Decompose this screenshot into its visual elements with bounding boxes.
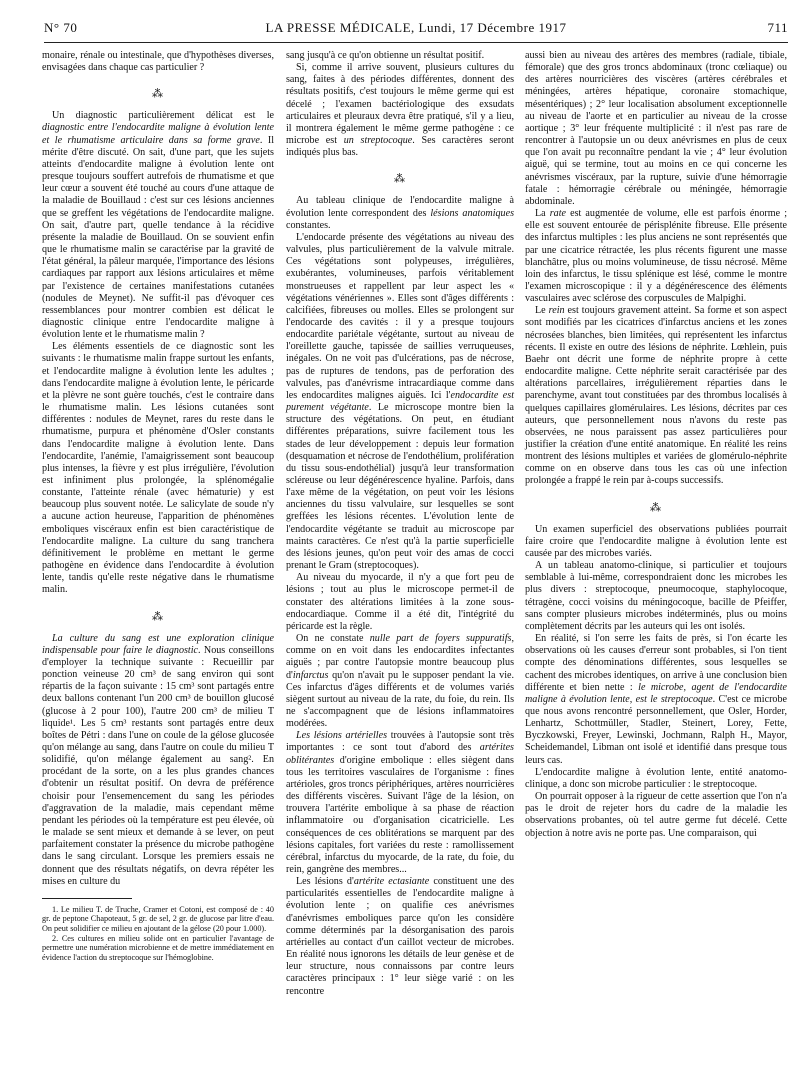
column-3	[525, 50, 787, 840]
paragraph: Les lésions artérielles trouvées à l'autopsie sont très importantes : ce sont tout d'abord des artérites oblitérantes d'origine embolique : elles siègent dans tous les territoires vasculaires de l'organisme : fines artérioles, gros troncs périphériques, artères nourricières des différents viscères. Suivant l'âge de la lésion, on trouvera l'artérite embolique à sa phase de réaction inflammatoire ou d'organisation cicatricielle. Les conséquences de ces oblitérations se marquent par des lésions capitales, fort variées du reste : ramollissement cérébral, infarctus du myocarde, de la rate, du foie, du rein, gangrène des membres...	[286, 730, 514, 875]
journal-title: LA PRESSE MÉDICALE, Lundi, 17 Décembre 1917	[265, 20, 567, 35]
paragraph: A un tableau anatomo-clinique, si particulier et toujours semblable à lui-même, correspondraient donc les microbes les plus divers : streptocoque, pneumocoque, staphylocoque, tétragène, cocci voisins du méningocoque, bacille de Pfeiffer, sans compter plusieurs microbes indéterminés, plus ou moins complètement décrits par les auteurs qui les ont isolés.	[525, 560, 787, 632]
footnote: 1. Le milieu T. de Truche, Cramer et Cotoni, est composé de : 40 gr. de peptone Chapoteaut, 5 gr. de sel, 2 gr. de glucose par litre d'eau. On peut solidifier ce milieu en ajoutant de la gélose (20 pour 1.000).	[42, 904, 274, 934]
paragraph: Au niveau du myocarde, il n'y a que fort peu de lésions ; tout au plus le microscope permet-il de constater des altérations limitées à la zone sous-endocardiaque. Comme il a été dit, l'intégrité du péricarde est la règle.	[286, 572, 514, 632]
paragraph: L'endocarde présente des végétations au niveau des valvules, plus particulièrement de la valvule mitrale. Ces végétations sont polypeuses, irrégulières, exubérantes, volumineuses, parfois véritablement monstrueuses et rappellent par leur aspect les « végétations vénériennes ». Elles sont d'âges différents : calcifiées, fibreuses ou molles. Elles se prolongent sur l'endocarde des cavités : il y a presque toujours endocardite pariétale végétante, surtout au niveau de l'oreillette gauche, tapissée de saillies verruqueuses, inégales. On ne voit pas d'ulcérations, pas de nécrose, pas de ruptures de tendons, pas de perforation des valvules, pas d'anévrisme intracardiaque comme dans les endocardites malignes aiguës. Ici l'endocardite est purement végétante. Le microscope montre bien la structure des végétations. On peut, en étudiant différentes préparations, suivre facilement tous les stades de leur développement : depuis leur formation (desquamation et nécrose de l'endothélium, prolifération du tissu sous-endothélial) jusqu'à leur transformation scléreuse ou leur dégénérescence hyaline. Parfois, dans l'axe même de la végétation, on peut voir les lésions anciennes du tissu valvulaire, sur lesquelles se sont greffées les lésions récentes. L'évolution lente de l'endocardite végétante se traduit au microscope par maints caractères. Ce n'est qu'à la partie superficielle des lésions jeunes, qu'on peut voir des amas de cocci prenant le Gram (streptocoques).	[286, 231, 514, 572]
page-header	[44, 20, 788, 43]
paragraph: Si, comme il arrive souvent, plusieurs cultures du sang, faites à des périodes différentes, donnent des résultats positifs, c'est toujours le même germe qui est décelé ; l'examen bactériologique des exsudats articulaires et pleuraux devra être pratiqué, s'il y a lieu, il montrera également le même germe pathogène : ce microbe est un streptocoque. Ses caractères seront indiqués plus bas.	[286, 62, 514, 159]
paragraph: On ne constate nulle part de foyers suppuratifs, comme on en voit dans les endocardites infectantes aiguës ; par contre l'autopsie montre beaucoup plus d'infarctus qu'on n'avait pu le supposer pendant la vie. Ces infarctus d'âges différents et de volumes variés siègent surtout au niveau de la rate, du foie, du rein. Ils ne s'accompagnent que de lésions inflammatoires modérées.	[286, 633, 514, 730]
section-separator-asterism: ⁂	[650, 501, 662, 514]
paragraph: La culture du sang est une exploration clinique indispensable pour faire le diagnostic. Nous conseillons d'employer la technique suivante : Recueillir par ponction veineuse 20 cm³ de sang environ qui sont répartis de la façon suivante : 15 cm³ sont partagés entre deux ballons contenant l'un 200 cm³ de bouillon glucosé (glucose à 2 pour 100), l'autre 200 cm³ de milieu T liquide¹. Les 5 cm³ restants sont partagés entre deux boîtes de Pétri : dans l'une on coule de la gélose glucosée qu'on mélange au sang, dans l'autre on coule du milieu T solidifié, qu'on mélange également au sang². En procédant de la sorte, on a les plus grandes chances d'obtenir un résultat positif. On devra de préférence choisir pour l'ensemencement du sang les périodes d'aggravation de la maladie, mais cependant même pendant les périodes où la température est peu élevée, où le malade se sent mieux et demande à se lever, on peut parfaitement constater la présence du microbe pathogène dans le sang circulant. Lorsque les premiers essais ne donnent que des résultats négatifs, on devra répéter les mises en culture du	[42, 632, 274, 887]
section-separator-asterism: ⁂	[394, 173, 406, 186]
issue-number: N° 70	[44, 20, 78, 35]
footnotes	[42, 905, 274, 963]
paragraph: aussi bien au niveau des artères des membres (radiale, tibiale, fémorale) que des gros troncs abdominaux (tronc cœliaque) ou des artères nourricières des viscères (artères cérébrales et méningées, artères hépatique, coronaire stomachique, mésentériques) ; 2° leur localisation absolument exceptionnelle au niveau de l'aorte et en particulier au niveau de la crosse aortique ; 3° leur fréquente multiplicité : il n'est pas rare de rencontrer à l'autopsie un ou deux anévrismes en plus de ceux que l'on avait pu reconnaître pendant la vie ; 4° leur évolution aiguë, qui se termine, tout au moins en ce qui concerne les anévrismes viscéraux, par la rupture, suivie d'une hémorragie fatale : hémorragie cérébrale ou méningée, hémorragie abdominale.	[525, 50, 787, 207]
paragraph: En réalité, si l'on serre les faits de près, si l'on écarte les observations où les causes d'erreur sont probables, si l'on tient compte des dénominations différentes, sous lesquelles se cachent des microbes identiques, on arrive à une conclusion bien différente et bien nette : le microbe, agent de l'endocardite maligne à évolution lente, est le streptocoque. C'est ce microbe que nous avons rencontré personnellement, que Osler, Horder, Lenhartz, Schottmüller, Stadler, Steinert, Lorey, Fette, Byczkowski, Freyer, Lewinski, Jochmann, Ralph H., Mayor, Scheidemandel, Libman ont isolé et identifié dans presque tous leurs cas.	[525, 633, 788, 766]
paragraph: monaire, rénale ou intestinale, que d'hypothèses diverses, envisagées dans chaque cas particulier ?	[42, 50, 274, 74]
paragraph: On pourrait opposer à la rigueur de cette assertion que l'on n'a pas le droit de rejeter hors du cadre de la maladie les observations probantes, où tel autre germe fut décelé. Cette objection à notre avis ne porte pas. Une comparaison, qui	[525, 791, 787, 839]
paragraph: Un diagnostic particulièrement délicat est le diagnostic entre l'endocardite maligne à évolution lente et le rhumatisme articulaire dans sa forme grave. Il mérite d'être discuté. On sait, d'une part, que les sujets atteints d'endocardite maligne à évolution lente ont presque toujours souffert autrefois de rhumatisme et que leur cœur a souvent été touché au cours d'une attaque de la maladie de Bouillaud : c'est sur ces lésions anciennes que se greffent les végétations de l'endocardite maligne. On sait, d'autre part, quelle tendance à la récidive présente la maladie de Bouillaud. On se souvient enfin que le rhumatisme malin se caractérise par la gravité de l'état général, la pâleur marquée, l'importance des lésions cardiaques par rapport aux lésions articulaires et même par l'existence de certaines manifestations cutanées (nodules de Meynet). Ne suffit-il pas d'évoquer ces ressemblances pour montrer combien est délicat le diagnostic clinique entre l'endocardite maligne à évolution lente et le rhumatisme malin ?	[42, 110, 275, 341]
section-separator-asterism: ⁂	[152, 88, 164, 101]
footnote: 2. Ces cultures en milieu solide ont en particulier l'avantage de permettre une numération microbienne et de mettre immédiatement en évidence l'action du streptocoque sur l'hémoglobine.	[42, 933, 274, 962]
section-separator-asterism: ⁂	[152, 610, 164, 623]
paragraph: Au tableau clinique de l'endocardite maligne à évolution lente correspondent des lésions anatomiques constantes.	[286, 195, 514, 231]
paragraph: Les lésions d'artérite ectasiante constituent une des particularités essentielles de l'endocardite maligne à évolution lente ; on qualifie ces anévrismes d'anévrismes emboliques parce qu'on les considère comme déterminés par la désorganisation des parois artérielles au contact d'un caillot vecteur de microbes. En réalité nous ignorons les détails de leur genèse et de leur structure, nous connaissons par contre leurs caractères principaux : 1° leur siège varié : on les rencontre	[286, 876, 514, 997]
paragraph: Un examen superficiel des observations publiées pourrait faire croire que l'endocardite maligne à évolution lente est causée par des microbes variés.	[525, 523, 787, 559]
paragraph: sang jusqu'à ce qu'on obtienne un résultat positif.	[286, 50, 485, 61]
paragraph: La rate est augmentée de volume, elle est parfois énorme ; elle est souvent entourée de périsplénite fibreuse. Elle présente des infarctus multiples : les plus anciens ne sont représentés que par une cicatrice rétractée, les plus récents figurent une masse blanchâtre, plus ou moins volumineuse, de tissu nécrosé. Même loin des infarctus, le tissu splénique est lésé, comme le montre l'examen microscopique : il y a dégénérescence des éléments vasculaires avec sclérose des corpuscules de Malpighi.	[525, 208, 787, 305]
column-2	[286, 50, 514, 998]
page-number: 711	[767, 20, 788, 35]
paragraph: Les éléments essentiels de ce diagnostic sont les suivants : le rhumatisme malin frappe surtout les enfants, et l'endocardite maligne à évolution lente les adultes ; dans l'endocardite maligne à évolution lente, le péricarde et la plèvre ne sont guère touchés, c'est le contraire dans le rhumatisme malin. Les lésions cutanées sont différentes : nodules de Meynet, rares du reste dans le rhumatisme, purpura et phénomène d'Osler constants dans l'endocardite maligne à évolution lente. Dans l'endocardite, l'anémie, l'amaigrissement sont beaucoup plus intenses, la fièvre y est plus irrégulière, l'évolution est infiniment plus prolongée, la splénomégalie constante, l'atteinte rénale (avec hématurie) y est beaucoup plus souvent notée. Le salicylate de soude n'y a aucune action heureuse, l'apparition de phénomènes emboliques viscéraux enfin est bien caractéristique de l'endocardite maligne. La culture du sang tranchera définitivement le problème en mettant le germe pathogène en évidence dans l'endocardite à évolution lente, tandis qu'elle reste négative dans le rhumatisme malin.	[42, 341, 274, 596]
paragraph: Le rein est toujours gravement atteint. Sa forme et son aspect sont modifiés par les cicatrices d'infarctus anciens et les zones nécrosées blanches, bien limitées, qui représentent les infarctus récents. Il existe en outre des lésions de néphrite. Lœhlein, puis Baehr ont décrit une forme de néphrite propre à cette endocardite maligne. Cette néphrite serait caractérisée par des altérations parcellaires, irrégulièrement réparties dans le parenchyme, avant tout constituées par des thrombus localisés à quelques capillaires glomérulaires. Les lésions, décrites par ces auteurs, que personnellement nous n'avons du reste pas observées, ne nous paraissent pas assez particulières pour justifier la création d'une entité anatomique. En réalité les reins montrent des lésions multiples et variées de glomérulo-néphrite comme on en observe dans tous les cas où une infection prolongée a frappé le rein par à-coups successifs.	[525, 305, 787, 487]
paragraph: L'endocardite maligne à évolution lente, entité anatomo-clinique, a donc son microbe particulier : le streptocoque.	[525, 766, 787, 790]
footnote-divider	[42, 898, 132, 899]
column-1	[42, 50, 274, 962]
